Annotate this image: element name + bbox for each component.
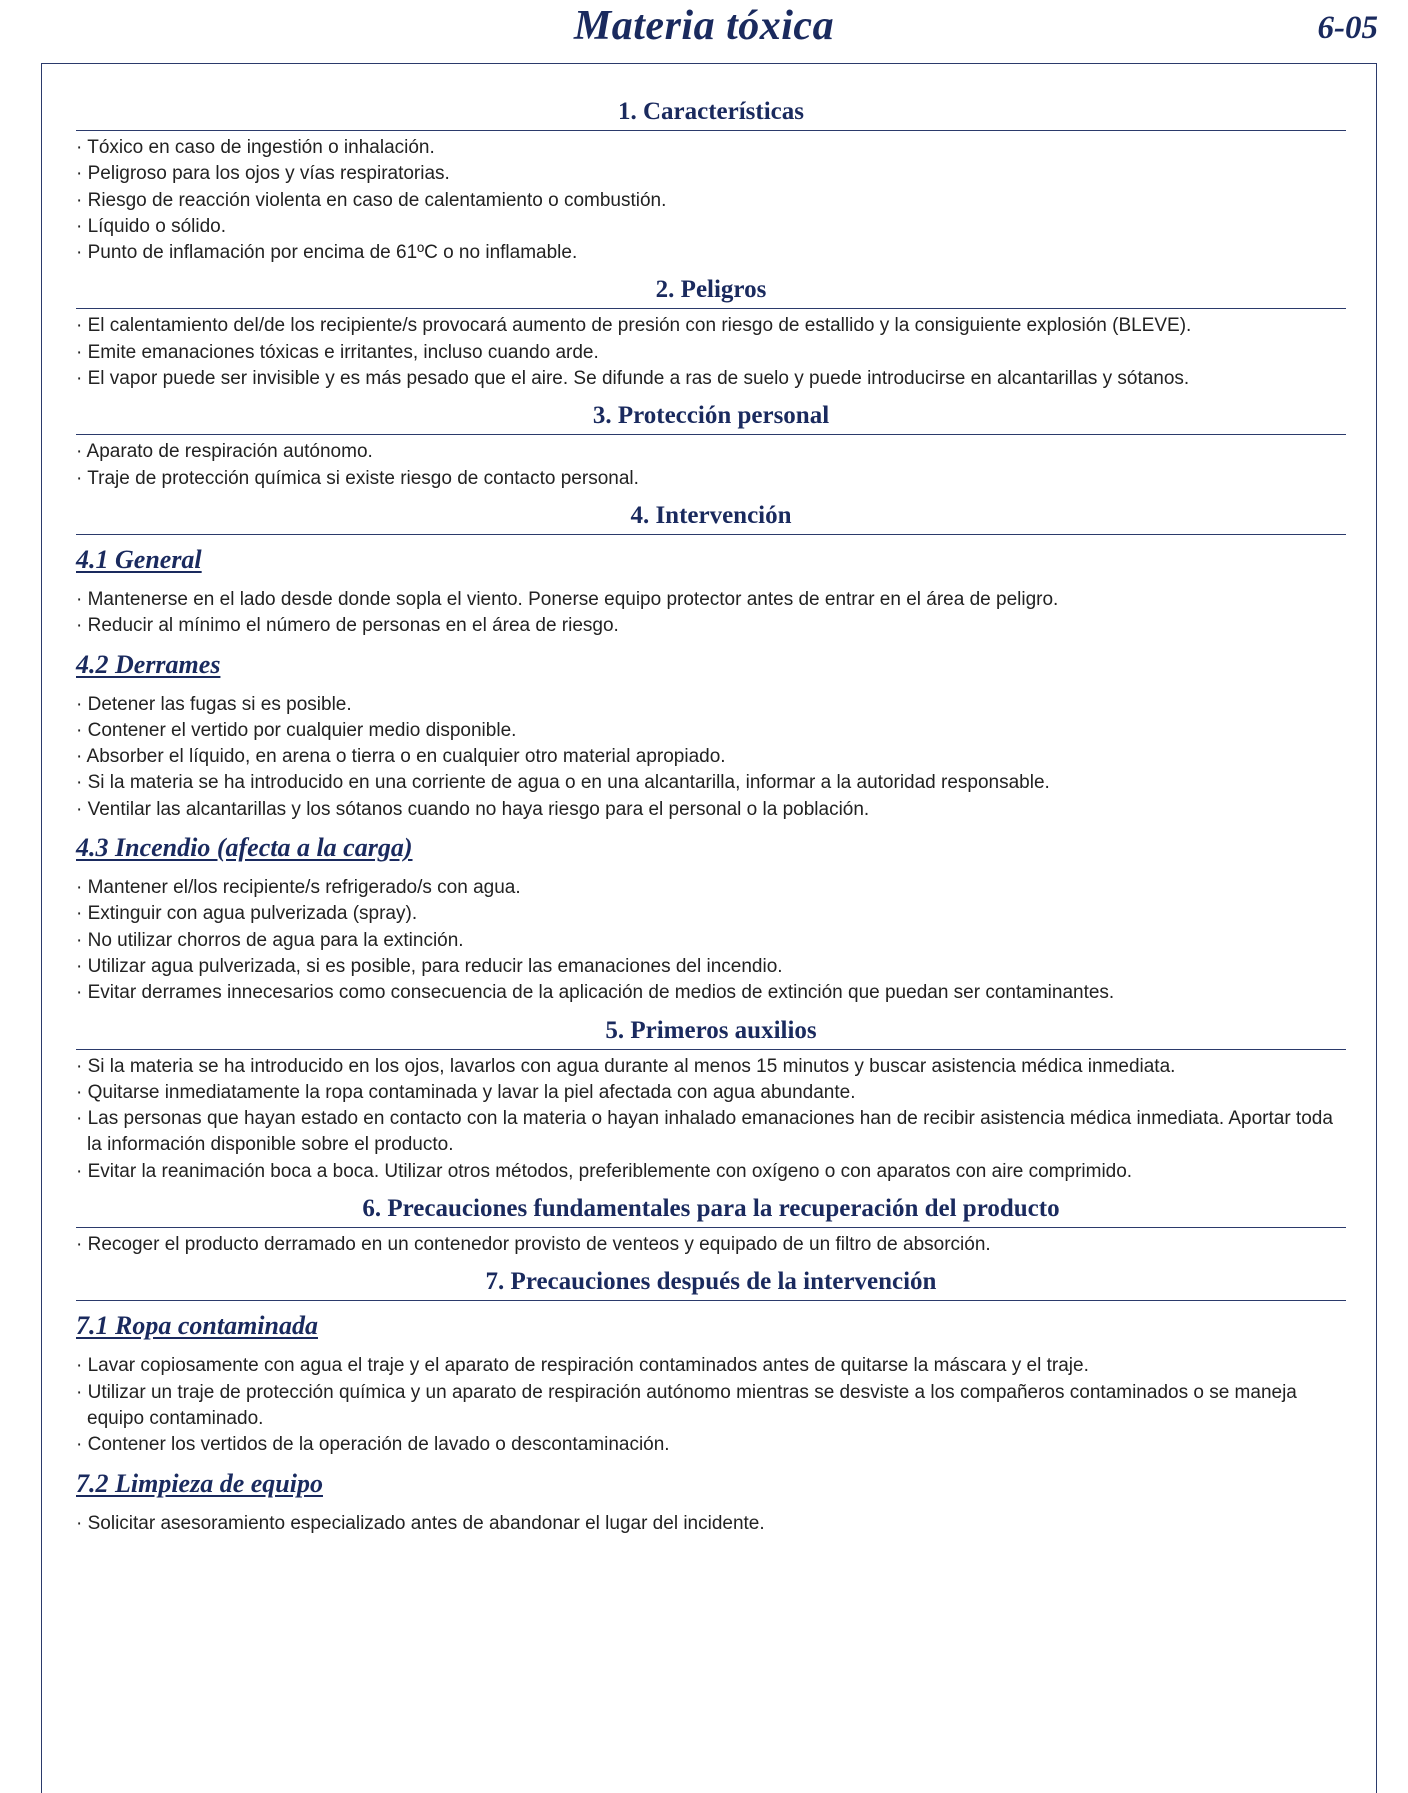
list-item: · Emite emanaciones tóxicas e irritantes, incluso cuando arde. xyxy=(76,341,599,363)
list-item: · Riesgo de reacción violenta en caso de calentamiento o combustión. xyxy=(76,189,667,211)
subsection-heading: 4.2 Derrames xyxy=(76,649,221,679)
subsection-heading: 7.2 Limpieza de equipo xyxy=(76,1468,323,1498)
list-item: · Las personas que hayan estado en contacto con la materia o hayan inhalado emanaciones han de recibir asistencia médica inmediata. Aportar toda la información disponible sobre el producto. xyxy=(76,1108,1333,1156)
page-title: Materia tóxica xyxy=(573,3,835,49)
section-product-recovery xyxy=(76,1193,1346,1258)
list-item: · Absorber el líquido, en arena o tierra o en cualquier otro material apropiado. xyxy=(76,746,726,768)
section-heading: 3. Protección personal xyxy=(76,400,1346,435)
list-item: · Si la materia se ha introducido en los ojos, lavarlos con agua durante al menos 15 minutos y buscar asistencia médica inmediata. xyxy=(76,1055,1176,1077)
section-post-intervention xyxy=(76,1266,1346,1536)
list-item: · Detener las fugas si es posible. xyxy=(76,693,352,715)
page-code: 6-05 xyxy=(1317,10,1378,46)
subsection-heading: 4.1 General xyxy=(76,544,202,574)
section-heading: 5. Primeros auxilios xyxy=(76,1015,1346,1050)
list-item: · Extinguir con agua pulverizada (spray). xyxy=(76,903,418,925)
section-intervention xyxy=(76,500,1346,1007)
list-item: · No utilizar chorros de agua para la extinción. xyxy=(76,929,464,951)
list-item: · El vapor puede ser invisible y es más pesado que el aire. Se difunde a ras de suelo y puede introducirse en alcantarillas y sótanos. xyxy=(76,368,1190,390)
list-item: · Recoger el producto derramado en un contenedor provisto de venteos y equipado de un filtro de absorción. xyxy=(76,1234,991,1256)
list-item: · Ventilar las alcantarillas y los sótanos cuando no haya riesgo para el personal o la población. xyxy=(76,798,870,820)
list-item: · Punto de inflamación por encima de 61ºC o no inflamable. xyxy=(76,242,578,264)
list-item: · Evitar la reanimación boca a boca. Utilizar otros métodos, preferiblemente con oxígeno o con aparatos con aire comprimido. xyxy=(76,1160,1133,1182)
section-heading: 1. Características xyxy=(76,96,1346,131)
content xyxy=(76,96,1346,1537)
list-item: · Contener los vertidos de la operación de lavado o descontaminación. xyxy=(76,1434,670,1456)
list-item: · Utilizar un traje de protección química y un aparato de respiración autónomo mientras se desviste a los compañeros contaminados o se maneja equipo contaminado. xyxy=(76,1381,1297,1429)
list-item: · Traje de protección química si existe riesgo de contacto personal. xyxy=(76,467,639,489)
subsection-heading: 4.3 Incendio (afecta a la carga) xyxy=(76,833,413,863)
list-item: · Peligroso para los ojos y vías respiratorias. xyxy=(76,163,450,185)
list-item: · Mantenerse en el lado desde donde sopla el viento. Ponerse equipo protector antes de entrar en el área de peligro. xyxy=(76,588,1059,610)
section-heading: 2. Peligros xyxy=(76,274,1346,309)
list-item: · El calentamiento del/de los recipiente/s provocará aumento de presión con riesgo de estallido y la consiguiente explosión (BLEVE). xyxy=(76,315,1192,337)
list-item: · Si la materia se ha introducido en una corriente de agua o en una alcantarilla, informar a la autoridad responsable. xyxy=(76,772,1050,794)
list-item: · Contener el vertido por cualquier medio disponible. xyxy=(76,719,517,741)
list-item: · Aparato de respiración autónomo. xyxy=(76,441,373,463)
section-characteristics xyxy=(76,96,1346,266)
section-heading: 7. Precauciones después de la intervención xyxy=(76,1266,1346,1301)
list-item: · Líquido o sólido. xyxy=(76,215,226,237)
list-item: · Reducir al mínimo el número de personas en el área de riesgo. xyxy=(76,615,619,637)
list-item: · Tóxico en caso de ingestión o inhalación. xyxy=(76,137,435,158)
section-heading: 6. Precauciones fundamentales para la recuperación del producto xyxy=(76,1193,1346,1228)
section-heading: 4. Intervención xyxy=(76,500,1346,535)
list-item: · Evitar derrames innecesarios como consecuencia de la aplicación de medios de extinción que puedan ser contaminantes. xyxy=(76,982,1115,1004)
list-item: · Utilizar agua pulverizada, si es posible, para reducir las emanaciones del incendio. xyxy=(76,955,783,977)
subsection-heading: 7.1 Ropa contaminada xyxy=(76,1311,318,1341)
section-first-aid xyxy=(76,1015,1346,1185)
list-item: · Mantener el/los recipiente/s refrigerado/s con agua. xyxy=(76,877,521,899)
list-item: · Solicitar asesoramiento especializado antes de abandonar el lugar del incidente. xyxy=(76,1512,765,1534)
list-item: · Quitarse inmediatamente la ropa contaminada y lavar la piel afectada con agua abundante. xyxy=(76,1081,856,1103)
section-personal-protection xyxy=(76,400,1346,492)
section-hazards xyxy=(76,274,1346,392)
list-item: · Lavar copiosamente con agua el traje y el aparato de respiración contaminados antes de quitarse la máscara y el traje. xyxy=(76,1355,1089,1377)
